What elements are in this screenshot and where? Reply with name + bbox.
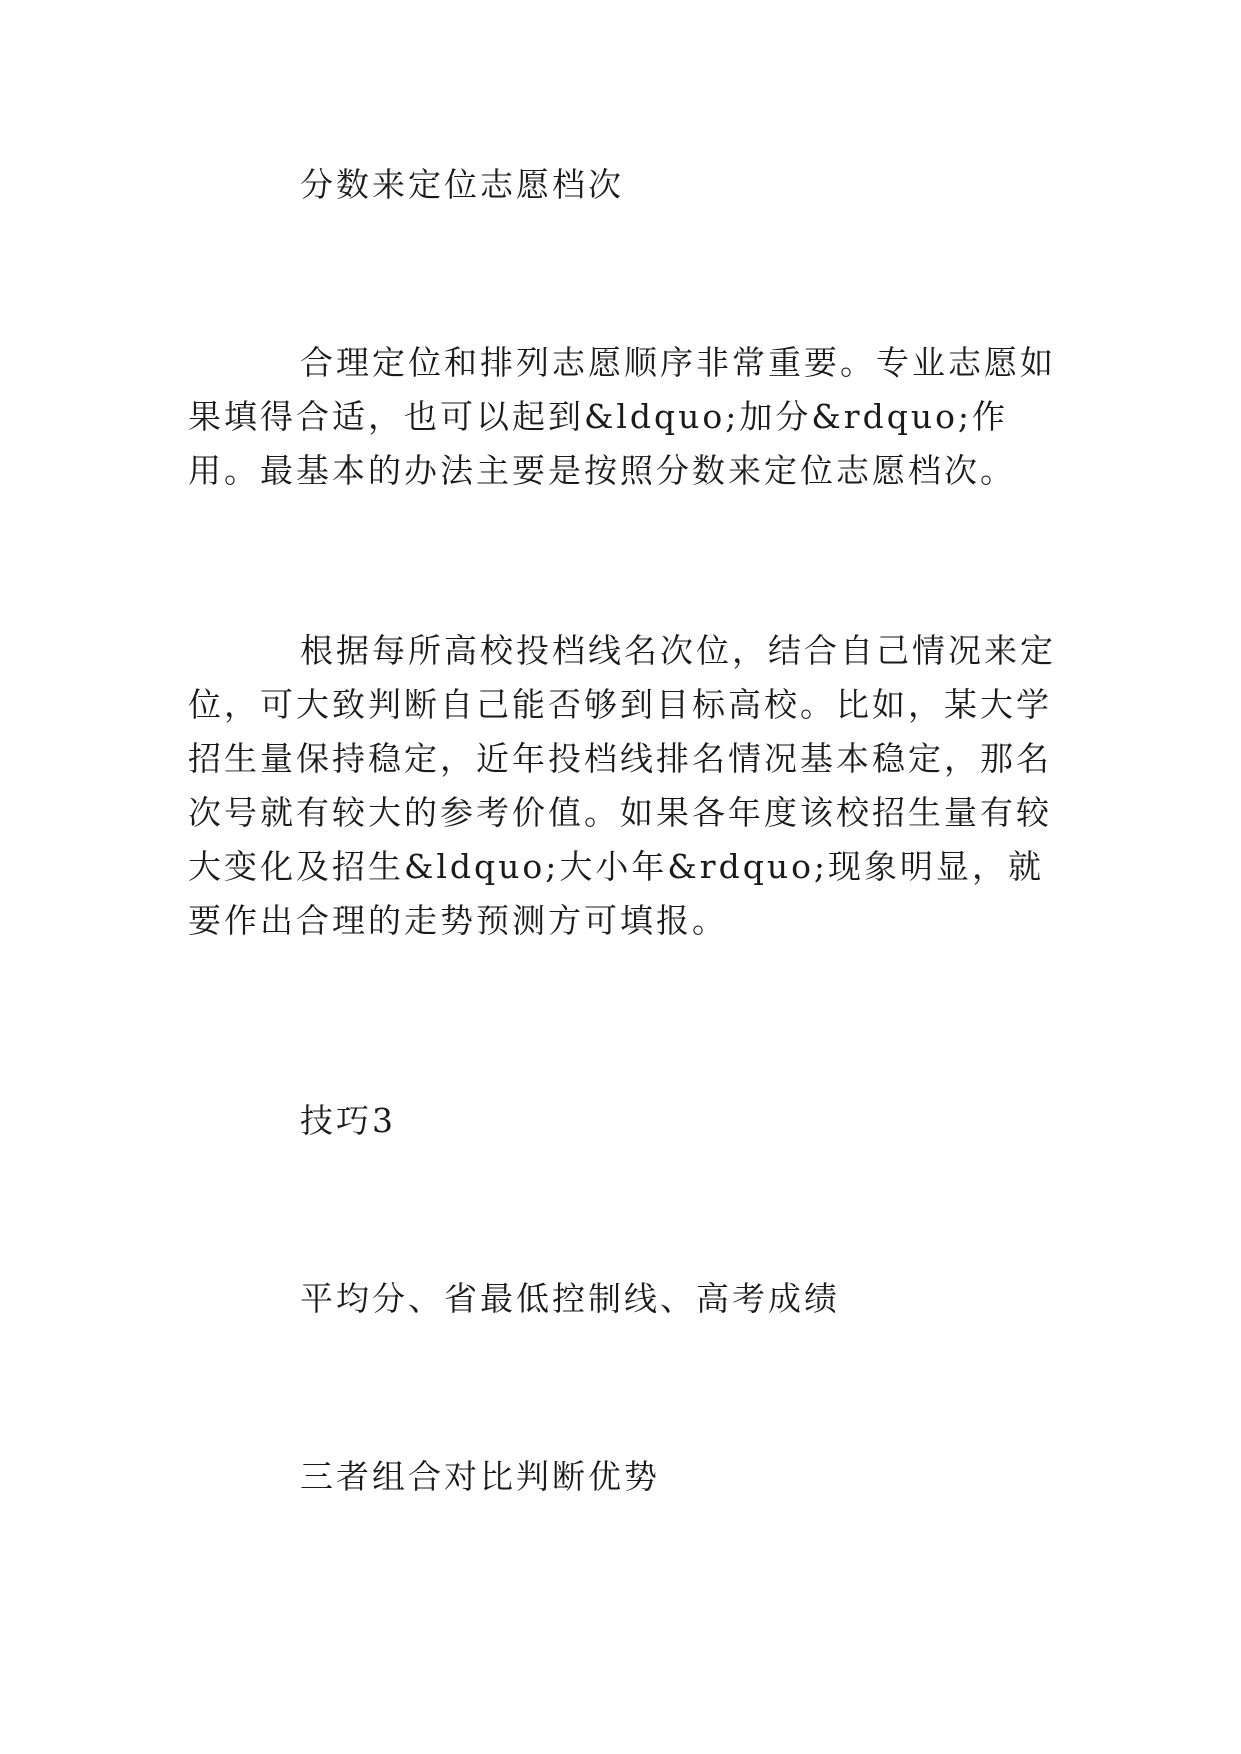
paragraph-tip-title: 技巧3 (300, 1101, 396, 1140)
paragraph-body-1: 合理定位和排列志愿顺序非常重要。专业志愿如果填得合适，也可以起到&ldquo;加分&rdquo;作用。最基本的办法主要是按照分数来定位志愿档次。 (188, 343, 1056, 490)
paragraph-heading-1: 分数来定位志愿档次 (300, 165, 624, 204)
paragraph-tip-line-2: 三者组合对比判断优势 (300, 1457, 660, 1496)
paragraph-body-2: 根据每所高校投档线名次位，结合自己情况来定位，可大致判断自己能否够到目标高校。比如，某大学招生量保持稳定，近年投档线排名情况基本稳定，那名次号就有较大的参考价值。如果各年度该校招生量有较大变化及招生&ldquo;大小年&rdquo;现象明显，就要作出合理的走势预测方可填报。 (188, 631, 1056, 940)
paragraph-tip-line-1: 平均分、省最低控制线、高考成绩 (300, 1279, 840, 1318)
